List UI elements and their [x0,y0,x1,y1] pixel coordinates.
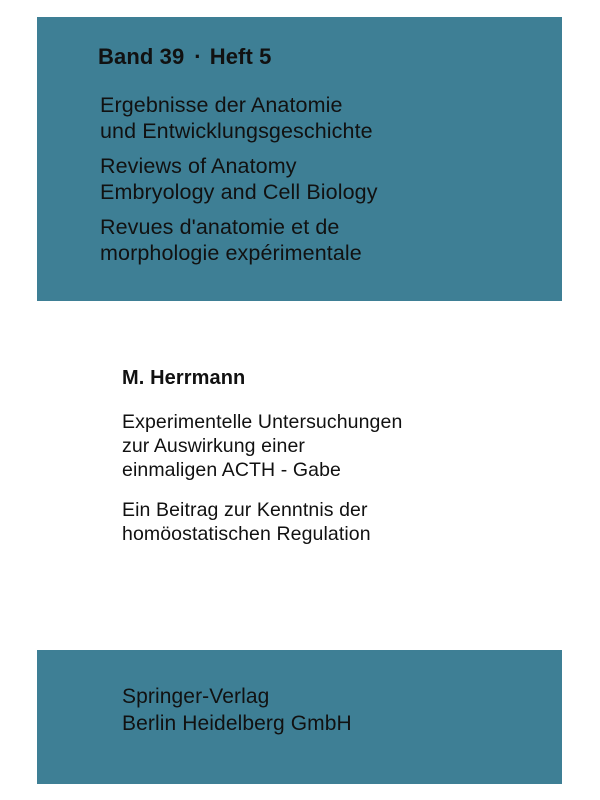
volume-separator: · [194,44,202,69]
book-subtitle [122,498,371,546]
series-title-line: Reviews of Anatomy [100,154,297,178]
series-title-line: morphologie expérimentale [100,241,362,265]
book-subtitle-line: Ein Beitrag zur Kenntnis der [122,499,368,521]
publisher-line: Springer-Verlag [122,685,270,708]
series-title-line: und Entwicklungsgeschichte [100,119,373,143]
book-title-line: zur Auswirkung einer [122,435,306,457]
series-title-english [100,153,378,205]
book-subtitle-line: homöostatischen Regulation [122,523,371,545]
book-title-line: Experimentelle Untersuchungen [122,411,403,433]
series-title-german [100,92,373,144]
author-name: M. Herrmann [122,367,246,389]
volume-issue: Heft 5 [209,44,272,69]
volume-line [98,44,271,70]
book-title-line: einmaligen ACTH - Gabe [122,459,341,481]
series-title-line: Embryology and Cell Biology [100,180,378,204]
volume-band: Band 39 [98,44,185,69]
book-title [122,410,402,482]
publisher-line: Berlin Heidelberg GmbH [122,712,352,735]
series-title-line: Revues d'anatomie et de [100,215,340,239]
series-title-line: Ergebnisse der Anatomie [100,93,343,117]
publisher [122,683,352,737]
series-title-french [100,214,362,266]
